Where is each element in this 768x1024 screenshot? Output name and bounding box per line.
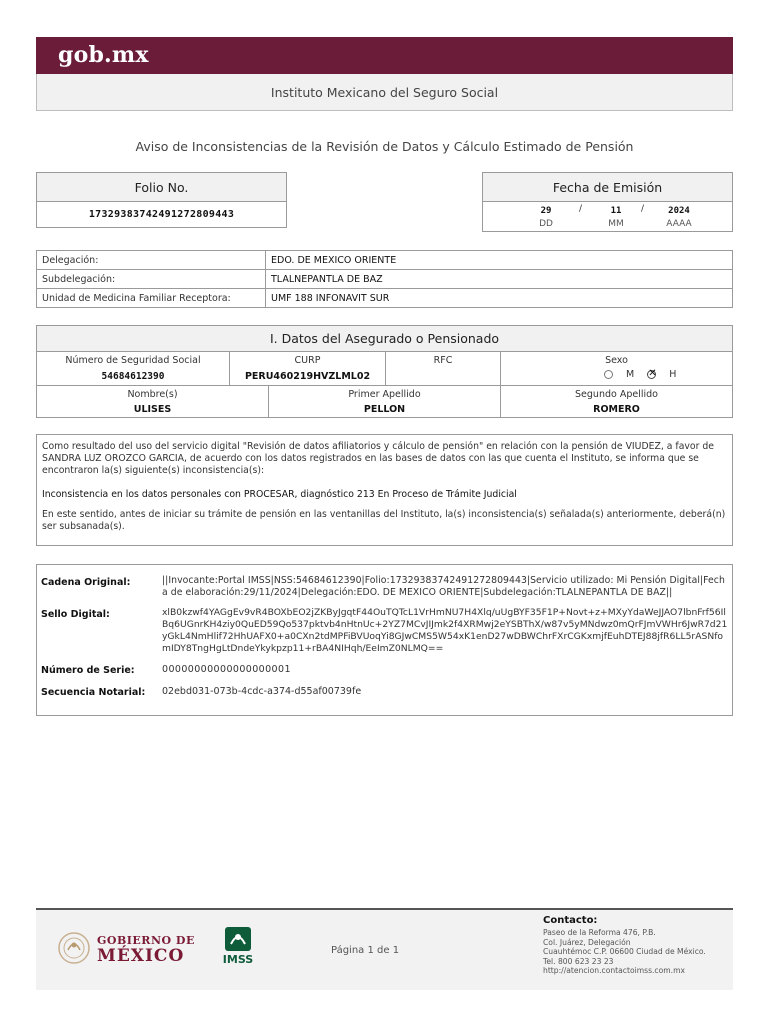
curp-label: CURP	[294, 354, 321, 366]
asegurado-section	[36, 325, 733, 418]
notice-box	[36, 434, 733, 546]
sello-label: Sello Digital:	[41, 609, 110, 620]
sexo-label: Sexo	[605, 354, 628, 366]
notice-inconsistency: Inconsistencia en los datos personales con PROCESAR, diagnóstico 213 En Proceso de Trámite Judicial	[42, 489, 517, 500]
sexo-m-radio[interactable]	[604, 370, 613, 379]
nombre-label: Nombre(s)	[127, 388, 178, 400]
contact-line: Cuauhtémoc C.P. 06600 Ciudad de México.	[543, 947, 706, 956]
page-indicator: Página 1 de 1	[331, 945, 400, 956]
cadena-value: ||Invocante:Portal IMSS|NSS:54684612390|Folio:17329383742491272809443|Servicio utilizado: Mi Pensión Digital|Fecha de elaboración:29/11/2024|Delegación:EDO. DE MEXICO ORIENTE|Subdelegación:TLALNEPANTLA DE BAZ||	[162, 575, 725, 598]
nombre-value: ULISES	[133, 403, 172, 415]
fecha-day: 29	[540, 206, 552, 216]
sello-value: xlB0kzwf4YAGgEv9vR4BOXbEO2jZKByJgqtF44OuTQTcL1VrHmNU7H4Xlq/uUgBYF35F1P+Novt+z+MXyYdaWeJJAO7lbnFrf56IlBq6UGnrKH4ziy0QuED59Qo537pktvb4nHtnUc+2YZ7MCvJIJmk2f4XRMwj2eYSBThX/w87v5yMNdwz0mQrFJmVWHr6JwR7d21yGkL4NmHlif72HhUAFX0+a0CXn2tdMPFiBVUoqYi8GJwCMS5W54xK1enD27wDBWChrFXrCGKxmjfEuhDTEJ88jfR6LL5rASNfomIDY8TngHgLtDndeYkykpzp11+rBA4NIHqh/EeImZ0NLMQ==	[162, 607, 728, 654]
segundo-apellido-value: ROMERO	[593, 403, 640, 415]
contact-line: Col. Juárez, Delegación	[543, 937, 631, 947]
contact-title: Contacto:	[543, 915, 598, 926]
contact-line: Paseo de la Reforma 476, P.B.	[543, 928, 656, 937]
imss-logo-text: IMSS	[222, 953, 254, 966]
signature-box	[36, 564, 733, 716]
umf-value: UMF 188 INFONAVIT SUR	[271, 292, 390, 304]
rfc-label: RFC	[433, 354, 453, 366]
fecha-box	[482, 172, 733, 232]
folio-label: Folio No.	[37, 173, 286, 202]
rfc-value	[386, 369, 500, 383]
institution-label: Instituto Mexicano del Seguro Social	[270, 84, 499, 100]
imss-eagle-icon	[222, 926, 254, 952]
nss-value: 54684612390	[101, 370, 165, 382]
umf-label: Unidad de Medicina Familiar Receptora:	[42, 292, 231, 304]
footer	[36, 910, 733, 990]
delegacion-value: EDO. DE MEXICO ORIENTE	[271, 254, 397, 266]
fecha-sep-2: /	[641, 204, 645, 214]
sexo-h-label: H	[669, 369, 677, 380]
folio-value: 17329383742491272809443	[88, 209, 235, 220]
notice-closing: En este sentido, antes de iniciar su trámite de pensión en las ventanillas del Instituto, la(s) inconsistencia(s) señalada(s) anteriormente, deberá(n) ser subsanada(s).	[42, 509, 726, 532]
segundo-apellido-label: Segundo Apellido	[575, 388, 658, 400]
fecha-year: 2024	[668, 206, 690, 216]
sexo-h-radio[interactable]	[647, 370, 656, 379]
institution-name	[36, 74, 733, 111]
nss-label: Número de Seguridad Social	[65, 354, 201, 366]
serie-value: 00000000000000000001	[162, 664, 291, 675]
fecha-month-label: MM	[608, 219, 624, 229]
sexo-m-label: M	[626, 369, 635, 380]
contact-details	[543, 928, 706, 976]
secuencia-label: Secuencia Notarial:	[41, 687, 146, 698]
asegurado-title: I. Datos del Asegurado o Pensionado	[37, 326, 732, 352]
gob-logo-line1: GOBIERNO DE	[97, 934, 195, 947]
fecha-sep-1: /	[579, 204, 583, 214]
folio-box	[36, 172, 287, 228]
primer-apellido-value: PELLON	[363, 403, 406, 415]
subdelegacion-label: Subdelegación:	[42, 273, 116, 285]
gob-logo-line2: MÉXICO	[97, 946, 185, 966]
fecha-month: 11	[610, 206, 622, 216]
delegacion-label: Delegación:	[42, 254, 99, 266]
notice-intro: Como resultado del uso del servicio digital "Revisión de datos afiliatorios y cálculo de pensión" en relación con la pensión de VIUDEZ, a favor de SANDRA LUZ OROZCO GARCIA, de acuerdo con los datos registrados en las bases de datos con las que cuenta el Instituto, se informa que se encontraron la(s) siguiente(s) inconsistencia(s):	[42, 441, 714, 476]
sexo-options	[604, 369, 676, 380]
escudo-icon	[56, 928, 92, 968]
secuencia-value: 02ebd031-073b-4cdc-a374-d55af00739fe	[162, 686, 362, 697]
contact-phone: Tel. 800 623 23 23	[543, 956, 614, 966]
document-title: Aviso de Inconsistencias de la Revisión de Datos y Cálculo Estimado de Pensión	[135, 139, 634, 154]
gobmx-logo[interactable]: gob.mx	[58, 42, 149, 68]
contact-link[interactable]: http://atencion.contactoimss.com.mx	[543, 966, 685, 975]
primer-apellido-label: Primer Apellido	[348, 388, 421, 400]
fecha-year-label: AAAA	[666, 219, 692, 229]
checked-x-icon: ✕	[648, 368, 657, 379]
cadena-label: Cadena Original:	[41, 577, 131, 588]
fecha-day-label: DD	[539, 219, 553, 229]
serie-label: Número de Serie:	[41, 665, 135, 676]
location-table	[36, 250, 733, 308]
subdelegacion-value: TLALNEPANTLA DE BAZ	[271, 273, 383, 285]
fecha-label: Fecha de Emisión	[483, 173, 732, 202]
curp-value: PERU460219HVZLML02	[244, 370, 371, 382]
